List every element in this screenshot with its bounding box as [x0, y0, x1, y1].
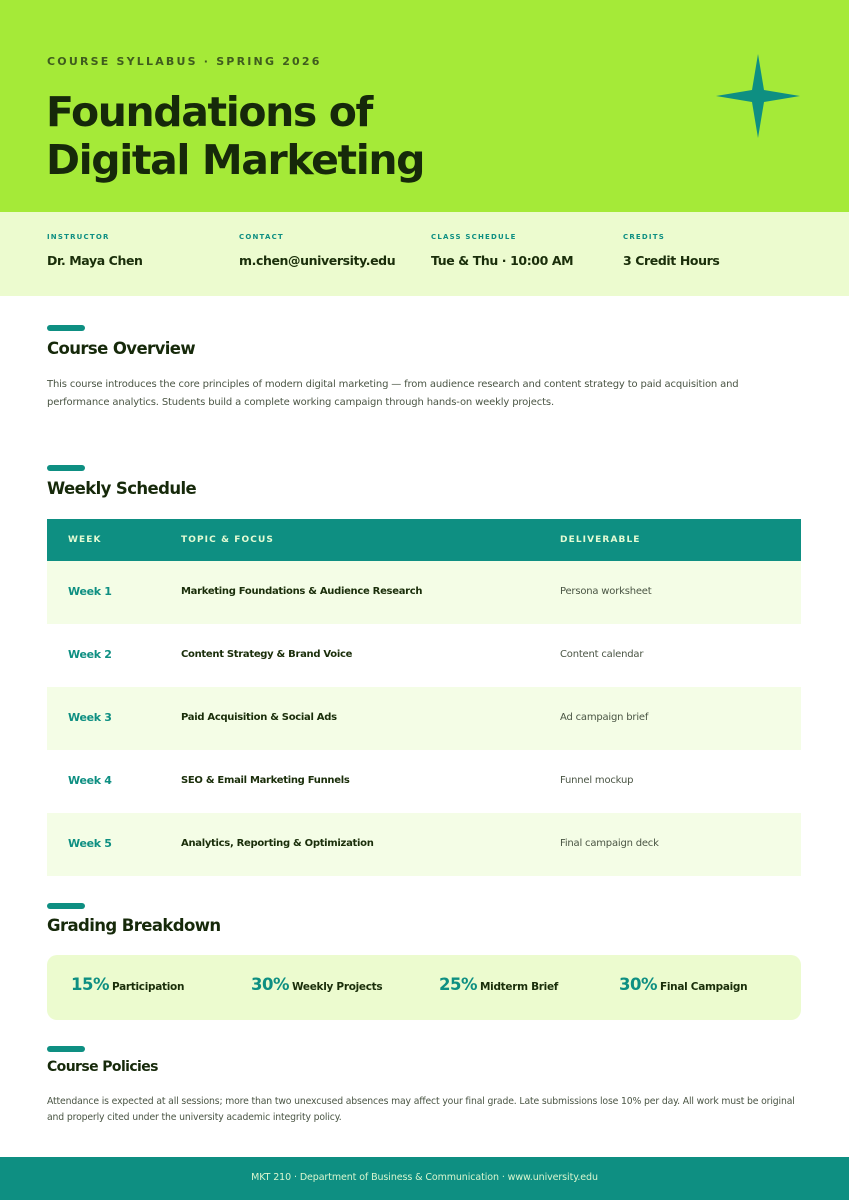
grading-breakdown-panel — [47, 955, 801, 1020]
course-title-line-1: Foundations of — [46, 88, 372, 136]
table-row — [47, 813, 801, 876]
column-header-week: WEEK — [68, 535, 102, 545]
info-label: CONTACT — [239, 233, 284, 241]
section-accent-bar — [47, 465, 85, 471]
week-cell: Week 1 — [68, 585, 112, 598]
table-row — [47, 561, 801, 624]
policies-heading: Course Policies — [47, 1059, 158, 1075]
policies-text: Attendance is expected at all sessions; more than two unexcused absences may affect your final grade. Late submissions lose 10% per day. All work must be original and properly cited under the university academic integrity policy. — [47, 1096, 795, 1123]
topic-cell: Analytics, Reporting & Optimization — [181, 838, 374, 849]
table-row — [47, 750, 801, 813]
info-value: Dr. Maya Chen — [47, 253, 143, 268]
deliverable-cell: Persona worksheet — [560, 586, 652, 597]
column-header-topic: TOPIC & FOCUS — [181, 535, 274, 545]
weekly-schedule-table — [47, 519, 801, 876]
section-accent-bar — [47, 325, 85, 331]
overview-heading: Course Overview — [47, 339, 196, 358]
grade-item-final-campaign — [619, 975, 747, 994]
grade-percent: 15% — [71, 975, 109, 994]
overview-text: This course introduces the core principles of modern digital marketing — from audience research and content strategy to paid acquisition and performance analytics. Students build a complete working campaign through hands-on weekly projects. — [47, 379, 739, 408]
week-cell: Week 2 — [68, 648, 112, 661]
syllabus-eyebrow: COURSE SYLLABUS · SPRING 2026 — [47, 55, 322, 68]
grade-label: Participation — [112, 981, 185, 993]
deliverable-cell: Final campaign deck — [560, 838, 659, 849]
table-header — [47, 519, 801, 561]
column-header-deliverable: DELIVERABLE — [560, 535, 641, 545]
section-accent-bar — [47, 903, 85, 909]
week-cell: Week 5 — [68, 837, 112, 850]
info-label: INSTRUCTOR — [47, 233, 110, 241]
grading-heading: Grading Breakdown — [47, 916, 221, 935]
section-accent-bar — [47, 1046, 85, 1052]
info-label: CLASS SCHEDULE — [431, 233, 517, 241]
four-point-star-icon — [715, 53, 801, 139]
deliverable-cell: Content calendar — [560, 649, 644, 660]
contact-email[interactable]: m.chen@university.edu — [239, 253, 396, 268]
header-banner — [0, 0, 849, 212]
grade-percent: 30% — [619, 975, 657, 994]
table-row — [47, 624, 801, 687]
week-cell: Week 4 — [68, 774, 112, 787]
course-title-line-2: Digital Marketing — [46, 136, 425, 184]
grade-label: Final Campaign — [660, 981, 748, 993]
table-row — [47, 687, 801, 750]
info-label: CREDITS — [623, 233, 665, 241]
grade-label: Midterm Brief — [480, 981, 559, 993]
grade-item-participation — [71, 975, 184, 994]
grade-percent: 25% — [439, 975, 477, 994]
topic-cell: Paid Acquisition & Social Ads — [181, 712, 337, 723]
deliverable-cell: Ad campaign brief — [560, 712, 649, 723]
schedule-heading: Weekly Schedule — [47, 479, 197, 498]
page-footer — [0, 1157, 849, 1200]
grade-item-weekly-projects — [251, 975, 382, 994]
deliverable-cell: Funnel mockup — [560, 775, 634, 786]
topic-cell: Content Strategy & Brand Voice — [181, 649, 353, 660]
course-title — [46, 88, 424, 184]
topic-cell: Marketing Foundations & Audience Research — [181, 586, 423, 597]
info-value: Tue & Thu · 10:00 AM — [431, 253, 574, 268]
week-cell: Week 3 — [68, 711, 112, 724]
topic-cell: SEO & Email Marketing Funnels — [181, 775, 350, 786]
grade-label: Weekly Projects — [292, 981, 383, 993]
grade-percent: 30% — [251, 975, 289, 994]
course-info-bar — [0, 212, 849, 296]
grade-item-midterm-brief — [439, 975, 558, 994]
footer-text: MKT 210 · Department of Business & Communication · www.university.edu — [251, 1172, 598, 1183]
info-value: 3 Credit Hours — [623, 253, 720, 268]
